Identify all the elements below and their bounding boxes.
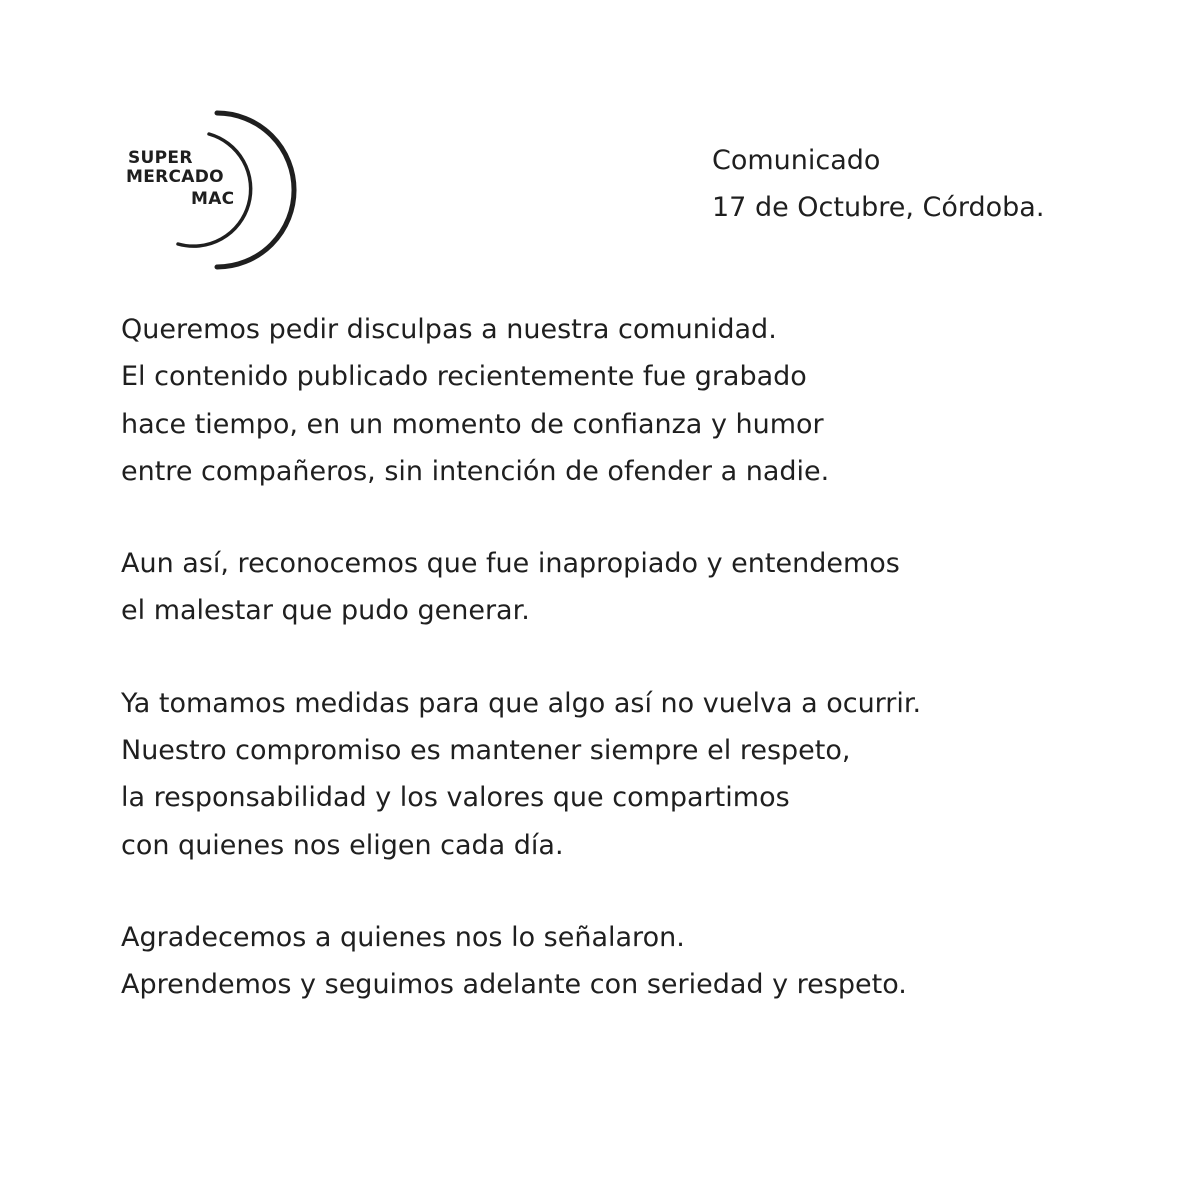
logo-text-mac: MAC: [191, 189, 235, 209]
paragraph-acknowledgement: [121, 540, 1121, 635]
text-line: la responsabilidad y los valores que compartimos: [121, 782, 790, 814]
statement-body: [121, 306, 1121, 1009]
text-line: Aun así, reconocemos que fue inapropiado y entendemos: [121, 548, 900, 580]
text-line: Ya tomamos medidas para que algo así no vuelva a ocurrir.: [121, 687, 922, 719]
text-line: con quienes nos eligen cada día.: [121, 829, 564, 861]
text-line: entre compañeros, sin intención de ofender a nadie.: [121, 455, 830, 487]
logo-text-super: SUPER: [128, 148, 193, 168]
paragraph-thanks: [121, 914, 1121, 1009]
text-line: Agradecemos a quienes nos lo señalaron.: [121, 921, 685, 953]
text-line: Aprendemos y seguimos adelante con seriedad y respeto.: [121, 969, 907, 1001]
text-line: el malestar que pudo generar.: [121, 595, 530, 627]
logo-text-mercado: MERCADO: [126, 167, 224, 187]
paragraph-apology: [121, 306, 1121, 495]
brand-logo: [118, 106, 298, 274]
document-date-place: 17 de Octubre, Córdoba.: [712, 192, 1045, 223]
text-line: Nuestro compromiso es mantener siempre el respeto,: [121, 735, 851, 767]
text-line: Queremos pedir disculpas a nuestra comunidad.: [121, 314, 777, 345]
text-line: hace tiempo, en un momento de confianza y humor: [121, 408, 824, 440]
document-header: [712, 137, 1044, 231]
text-line: El contenido publicado recientemente fue grabado: [121, 361, 807, 393]
document-title: Comunicado: [712, 145, 881, 176]
paragraph-measures: [121, 680, 1121, 869]
